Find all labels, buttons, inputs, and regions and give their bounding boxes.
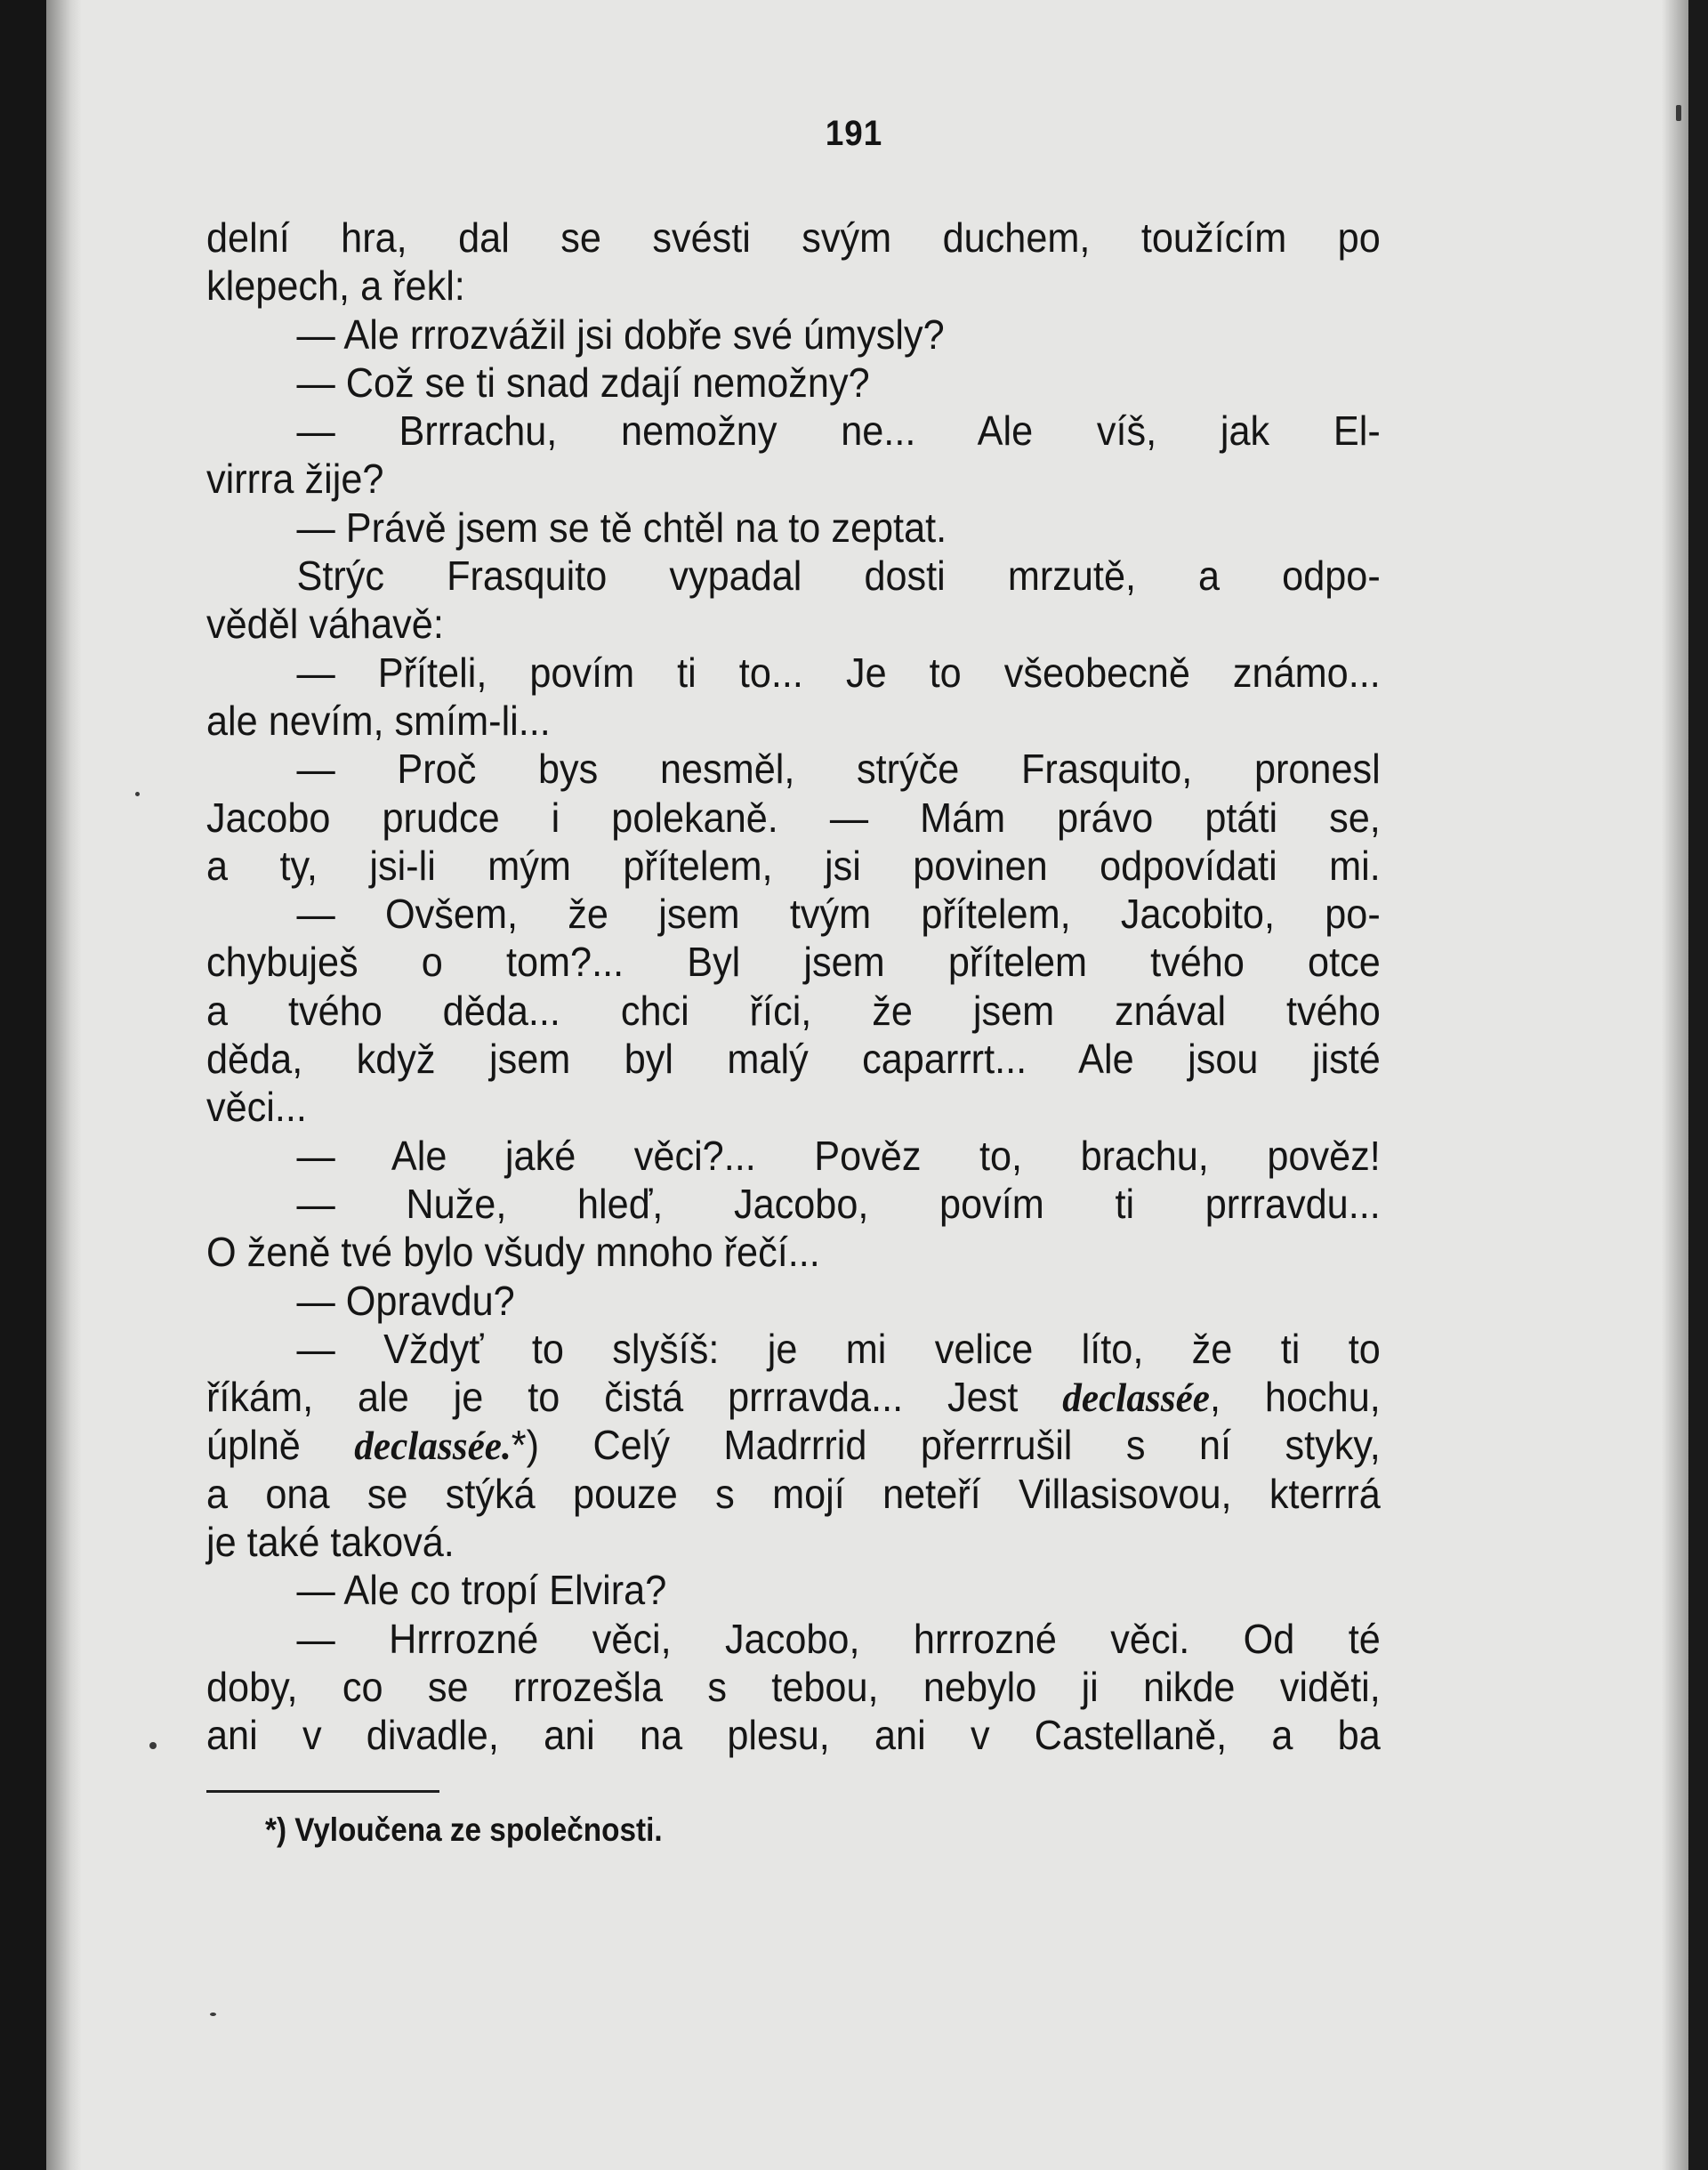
- text-line-content: — Proč bys nesměl, strýče Frasquito, pronesl: [296, 746, 1381, 793]
- binding-edge: [0, 0, 46, 2170]
- text-line: [206, 1373, 1381, 1421]
- text-line-content: — Což se ti snad zdají nemožny?: [296, 359, 870, 406]
- page-number: 191: [825, 114, 883, 153]
- text-line: [206, 1180, 1381, 1228]
- text-line: [206, 842, 1381, 890]
- text-line: [206, 407, 1381, 455]
- italic-term: declassée.: [354, 1423, 512, 1469]
- text-line-content: — Ovšem, že jsem tvým přítelem, Jacobito, po-: [296, 891, 1381, 938]
- text-line: [206, 697, 1381, 745]
- text-line: [206, 1615, 1381, 1663]
- text-line: [206, 311, 1381, 359]
- text-line-content: chybuješ o tom?... Byl jsem přítelem tvého otce: [206, 939, 1381, 986]
- text-line: [206, 890, 1381, 938]
- text-line-content: — Příteli, povím ti to... Je to všeobecně známo...: [296, 649, 1381, 696]
- text-line: [206, 745, 1381, 793]
- text-line: [206, 1663, 1381, 1711]
- binding-shadow: [46, 0, 82, 2170]
- text-line-content: ale nevím, smím-li...: [206, 697, 551, 744]
- text-line: [206, 262, 1381, 310]
- text-line: [206, 1083, 1381, 1131]
- text-line-content: — Brrrachu, nemožny ne... Ale víš, jak El-: [296, 407, 1381, 455]
- text-line-content: — Opravdu?: [296, 1277, 515, 1324]
- text-line-content: — Ale co tropí Elvira?: [296, 1567, 667, 1614]
- text-line-content: doby, co se rrrozešla s tebou, nebylo ji nikde viděti,: [206, 1663, 1381, 1710]
- text-line: [206, 649, 1381, 697]
- text-line: [206, 1132, 1381, 1180]
- dust-speck: [210, 2013, 216, 2016]
- text-line: [206, 1421, 1381, 1469]
- text-line-content: — Nuže, hleď, Jacobo, povím ti prrravdu...: [296, 1180, 1381, 1227]
- right-page-edge: [1688, 0, 1708, 2170]
- text-line-content: úplně: [206, 1422, 301, 1469]
- text-line-content: věděl váhavě:: [206, 601, 444, 648]
- text-line-content: věci...: [206, 1084, 307, 1131]
- text-line: [206, 987, 1381, 1035]
- text-line: [206, 1518, 1381, 1566]
- text-line-content: — Hrrrozné věci, Jacobo, hrrrozné věci. Od té: [296, 1615, 1381, 1662]
- text-line-tail: *) Celý Madrrrid přerrrušil s ní styky,: [511, 1422, 1381, 1469]
- right-edge-shadow: [1662, 0, 1688, 2170]
- text-line: [206, 1035, 1381, 1083]
- text-line-content: je také taková.: [206, 1519, 455, 1566]
- text-line: [206, 359, 1381, 407]
- text-line-content: Strýc Frasquito vypadal dosti mrzutě, a odpo-: [296, 553, 1381, 600]
- text-line: [206, 1325, 1381, 1373]
- dust-speck: [135, 792, 140, 796]
- text-line-content: — Ale rrrozvážil jsi dobře své úmysly?: [296, 311, 945, 358]
- footnote-divider: [206, 1790, 439, 1793]
- text-line-content: klepech, a řekl:: [206, 262, 465, 310]
- text-line: [206, 1566, 1381, 1614]
- text-line-content: virrra žije?: [206, 456, 384, 503]
- text-line: [206, 1711, 1381, 1759]
- text-line-content: — Ale jaké věci?... Pověz to, brachu, pověz!: [296, 1132, 1381, 1179]
- dust-speck: [149, 1742, 157, 1749]
- text-line: [206, 552, 1381, 600]
- text-line-content: a ty, jsi-li mým přítelem, jsi povinen odpovídati mi.: [206, 842, 1381, 889]
- text-line: [206, 504, 1381, 552]
- text-line: [206, 794, 1381, 842]
- text-line-content: děda, když jsem byl malý caparrrt... Ale jsou jisté: [206, 1036, 1381, 1083]
- text-line-content: delní hra, dal se svésti svým duchem, toužícím po: [206, 214, 1381, 261]
- text-line-tail: , hochu,: [1209, 1374, 1381, 1421]
- text-line: [206, 600, 1381, 648]
- dust-speck: [1676, 105, 1681, 121]
- text-line-content: Jacobo prudce i polekaně. — Mám právo ptáti se,: [206, 794, 1381, 841]
- italic-term: declassée: [1062, 1375, 1210, 1421]
- text-line-content: ani v divadle, ani na plesu, ani v Castellaně, a ba: [206, 1712, 1381, 1759]
- text-line: [206, 938, 1381, 986]
- footnote: *) Vyloučena ze společnosti.: [265, 1811, 663, 1848]
- body-text: [206, 214, 1381, 1760]
- text-line-content: říkám, ale je to čistá prrravda... Jest: [206, 1374, 1019, 1421]
- text-line-content: a ona se stýká pouze s mojí neteří Villasisovou, kterrrá: [206, 1470, 1381, 1517]
- text-line: [206, 1228, 1381, 1276]
- text-line-content: O ženě tvé bylo všudy mnoho řečí...: [206, 1229, 820, 1276]
- text-line: [206, 1470, 1381, 1518]
- text-line: [206, 1277, 1381, 1325]
- text-line: [206, 455, 1381, 503]
- text-line-content: — Vždyť to slyšíš: je mi velice líto, že ti to: [296, 1325, 1381, 1372]
- text-line-content: a tvého děda... chci říci, že jsem znával tvého: [206, 987, 1381, 1034]
- text-line: [206, 214, 1381, 262]
- text-line-content: — Právě jsem se tě chtěl na to zeptat.: [296, 504, 947, 551]
